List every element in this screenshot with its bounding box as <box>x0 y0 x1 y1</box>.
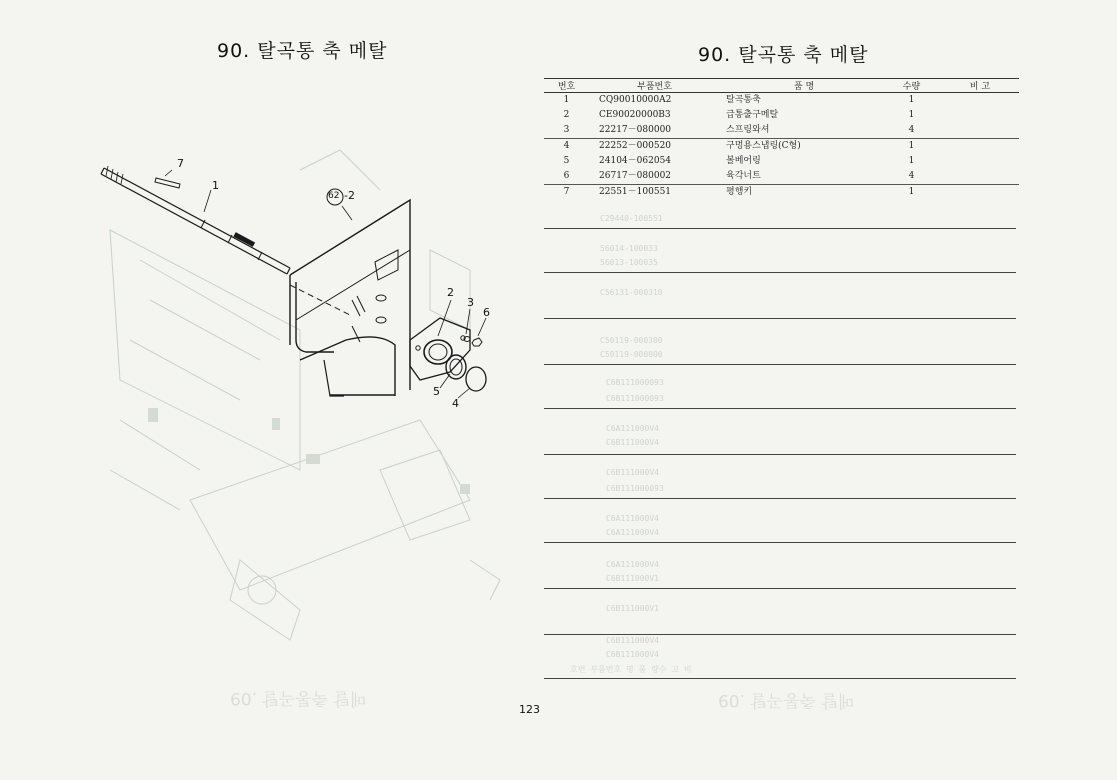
callout-5: 5 <box>433 385 440 398</box>
table-rule <box>544 228 1016 229</box>
row-part-number: 22217－080000 <box>589 123 710 139</box>
table-row <box>544 169 1019 185</box>
table-header <box>544 79 1019 93</box>
row-number: 3 <box>544 123 589 139</box>
row-part-number: CQ90010000A2 <box>599 95 672 105</box>
bleed-through-text: 메탈 축통곡탈 .09 <box>230 688 367 708</box>
callout-7: 7 <box>177 157 184 170</box>
row-quantity: 4 <box>882 169 941 185</box>
table-rule <box>544 364 1016 365</box>
table-rule <box>544 588 1016 589</box>
callout-dash-2: -2 <box>344 189 355 202</box>
row-number: 5 <box>563 156 570 166</box>
table-row <box>544 123 1019 139</box>
table-rule <box>544 634 1016 635</box>
row-remarks <box>941 169 1019 185</box>
nut-part-6 <box>472 338 482 346</box>
row-number: 1 <box>563 95 570 105</box>
row-part-number: 22551－100551 <box>599 187 672 197</box>
row-remarks <box>941 185 1019 201</box>
table-rule <box>544 678 1016 679</box>
callout-2: 2 <box>447 286 454 299</box>
row-part-number: CE90020000B3 <box>599 110 671 120</box>
row-part-name: 볼베어링 <box>726 156 761 166</box>
callout-3: 3 <box>467 296 474 309</box>
row-remarks <box>941 93 1019 109</box>
row-remarks <box>941 108 1019 123</box>
row-quantity: 1 <box>908 110 915 120</box>
col-part-name: 품 명 <box>710 79 882 93</box>
table-row <box>544 108 1019 123</box>
table-rule <box>544 498 1016 499</box>
table-row <box>544 185 1019 201</box>
col-remarks: 비 고 <box>941 79 1019 93</box>
ghost-background-drawing <box>110 150 500 640</box>
col-part-number: 부품번호 <box>589 79 710 93</box>
table-row <box>544 93 1019 109</box>
row-number: 6 <box>544 169 589 185</box>
row-quantity: 1 <box>908 95 915 105</box>
row-remarks <box>941 154 1019 169</box>
row-remarks <box>941 139 1019 155</box>
bleed-through-title: 메탈 축통곡탈 .09 <box>718 690 855 710</box>
callout-62: 62 <box>328 191 340 201</box>
table-rule <box>544 454 1016 455</box>
table-row <box>544 154 1019 169</box>
callout-6: 6 <box>483 306 490 319</box>
row-part-name: 급통출구메탈 <box>726 110 779 120</box>
right-page: 90. 탈곡통 축 메탈 번호 부품번호 품 명 수량 비 고 1 CQ90010000A2 탈곡통축 1 2 CE90020000B3 급통출구메탈 1 3 22217－080000 스프링와셔 4 4 22252－000520 구멍용스냅링(C형) 1 5 24104－062054 볼베어링 1 6 26717－080002 육각너트 4 7 22551－100551 평행키 1 C29440-100551 56014-100033 56013-100035 C56131-000310 C50119-000300 C50119-000000 C6B111000093 C6B111000093 C6A111000V4 C6B111000V4 C6B111000V4 C6B111000093 C6A111000V4 C6A111000V4 C6A111000V4 C6B111000V1 C6B111000V1 C6B111000V4 C6B111000V4 호번 부품번호 명 품 량수 고 비 메탈 축통곡탈 .09 <box>530 0 1117 780</box>
row-part-name: 육각너트 <box>710 169 882 185</box>
row-part-number: 26717－080002 <box>589 169 710 185</box>
exploded-parts-diagram <box>0 0 530 780</box>
col-number: 번호 <box>544 79 589 93</box>
row-part-number: 24104－062054 <box>599 156 672 166</box>
row-quantity: 1 <box>908 141 915 151</box>
table-rule <box>544 542 1016 543</box>
shaft-part-1 <box>101 166 290 274</box>
page-title-right: 90. 탈곡통 축 메탈 <box>698 44 869 66</box>
row-part-name: 스프링와셔 <box>710 123 882 139</box>
callout-1: 1 <box>212 179 219 192</box>
row-number: 4 <box>563 141 570 151</box>
snap-ring-part-4 <box>466 367 486 391</box>
row-quantity: 1 <box>908 187 915 197</box>
callout-4: 4 <box>452 397 459 410</box>
page-title-left: 90. 탈곡통 축 메탈 <box>217 40 388 62</box>
row-part-number: 22252－000520 <box>599 141 672 151</box>
key-part-7 <box>155 178 180 188</box>
row-quantity: 4 <box>882 123 941 139</box>
table-rule <box>544 408 1016 409</box>
row-part-name: 구멍용스냅링(C형) <box>726 141 801 151</box>
row-quantity: 1 <box>908 156 915 166</box>
row-number: 7 <box>563 187 570 197</box>
row-part-name: 탈곡통축 <box>726 95 761 105</box>
col-quantity: 수량 <box>882 79 941 93</box>
table-rule <box>544 318 1016 319</box>
table-rule <box>544 272 1016 273</box>
page-number: 123 <box>519 703 540 716</box>
row-number: 2 <box>563 110 570 120</box>
row-remarks <box>941 123 1019 139</box>
housing-panel <box>290 200 410 396</box>
row-part-name: 평행키 <box>726 187 753 197</box>
table-row <box>544 139 1019 155</box>
left-page <box>0 0 530 780</box>
parts-table <box>544 78 1019 200</box>
